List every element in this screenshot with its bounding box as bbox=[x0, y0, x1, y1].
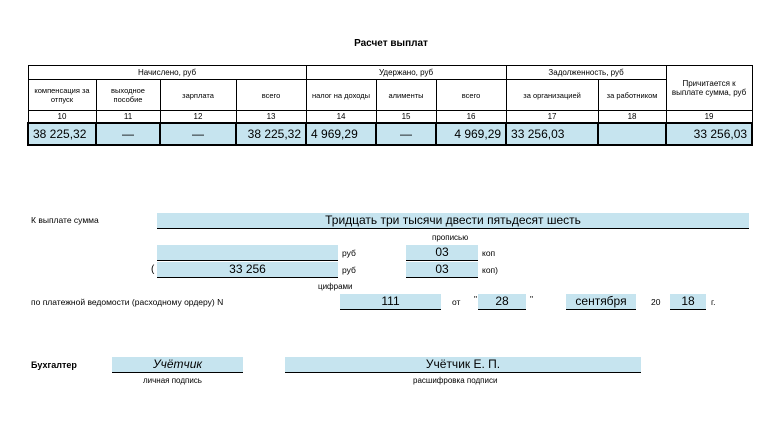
col-number: 12 bbox=[160, 111, 236, 124]
value-cell[interactable] bbox=[598, 123, 666, 145]
name-field[interactable]: Учётчик Е. П. bbox=[285, 357, 641, 373]
col-header: компенсация за отпуск bbox=[28, 80, 96, 111]
col-header: алименты bbox=[376, 80, 436, 111]
digits-caption: цифрами bbox=[318, 282, 353, 291]
value-cell[interactable]: — bbox=[160, 123, 236, 145]
value-cell[interactable]: 33 256,03 bbox=[666, 123, 752, 145]
col-header: выходное пособие bbox=[96, 80, 160, 111]
col-number: 18 bbox=[598, 111, 666, 124]
day-field[interactable]: 28 bbox=[478, 294, 526, 310]
accountant-label: Бухгалтер bbox=[31, 360, 77, 370]
month-field[interactable]: сентября bbox=[566, 294, 636, 310]
name-caption: расшифровка подписи bbox=[413, 376, 498, 385]
col-header: всего bbox=[436, 80, 506, 111]
words-caption: прописью bbox=[432, 233, 469, 242]
kop-digits-field[interactable]: 03 bbox=[406, 262, 478, 278]
value-cell[interactable]: 4 969,29 bbox=[306, 123, 376, 145]
year-field[interactable]: 18 bbox=[670, 294, 706, 310]
statement-label: по платежной ведомости (расходному ордеру) N bbox=[31, 297, 224, 307]
col-number: 15 bbox=[376, 111, 436, 124]
page-title: Расчет выплат bbox=[354, 38, 428, 49]
col-number: 11 bbox=[96, 111, 160, 124]
group-withheld: Удержано, руб bbox=[306, 66, 506, 80]
group-due: Причитается к выплате сумма, руб bbox=[666, 66, 752, 111]
year-prefix: 20 bbox=[651, 297, 661, 307]
rub-label: руб bbox=[342, 248, 356, 258]
value-cell[interactable]: — bbox=[96, 123, 160, 145]
group-accrued: Начислено, руб bbox=[28, 66, 306, 80]
rub-label-2: руб bbox=[342, 265, 356, 275]
amount-digits-field[interactable]: 33 256 bbox=[157, 262, 338, 278]
value-cell[interactable]: 33 256,03 bbox=[506, 123, 598, 145]
col-number: 14 bbox=[306, 111, 376, 124]
kop-words-field[interactable]: 03 bbox=[406, 245, 478, 261]
col-header: за организацией bbox=[506, 80, 598, 111]
kop-label: коп bbox=[482, 248, 496, 258]
value-cell[interactable]: 38 225,32 bbox=[236, 123, 306, 145]
value-cell[interactable]: 4 969,29 bbox=[436, 123, 506, 145]
col-number: 17 bbox=[506, 111, 598, 124]
from-label: от bbox=[452, 297, 461, 307]
col-number: 10 bbox=[28, 111, 96, 124]
col-header: всего bbox=[236, 80, 306, 111]
signature-field[interactable]: Учётчик bbox=[112, 357, 243, 373]
col-number: 19 bbox=[666, 111, 752, 124]
year-label: г. bbox=[711, 297, 716, 307]
col-header: за работником bbox=[598, 80, 666, 111]
amount-words-field[interactable]: Тридцать три тысячи двести пятьдесят шесть bbox=[157, 213, 749, 229]
col-number: 16 bbox=[436, 111, 506, 124]
col-header: налог на доходы bbox=[306, 80, 376, 111]
col-header: зарплата bbox=[160, 80, 236, 111]
kop-close-label: коп) bbox=[482, 265, 498, 275]
open-paren: ( bbox=[151, 264, 155, 275]
payments-table bbox=[27, 65, 753, 146]
payment-label: К выплате сумма bbox=[31, 215, 99, 225]
statement-number-field[interactable]: 111 bbox=[340, 294, 441, 310]
quote-open: " bbox=[474, 294, 478, 304]
value-cell[interactable]: 38 225,32 bbox=[28, 123, 96, 145]
col-number: 13 bbox=[236, 111, 306, 124]
rub-words-field[interactable] bbox=[157, 245, 338, 261]
value-cell[interactable]: — bbox=[376, 123, 436, 145]
group-debt: Задолженность, руб bbox=[506, 66, 666, 80]
quote-close: " bbox=[530, 294, 534, 304]
signature-caption: личная подпись bbox=[143, 376, 202, 385]
